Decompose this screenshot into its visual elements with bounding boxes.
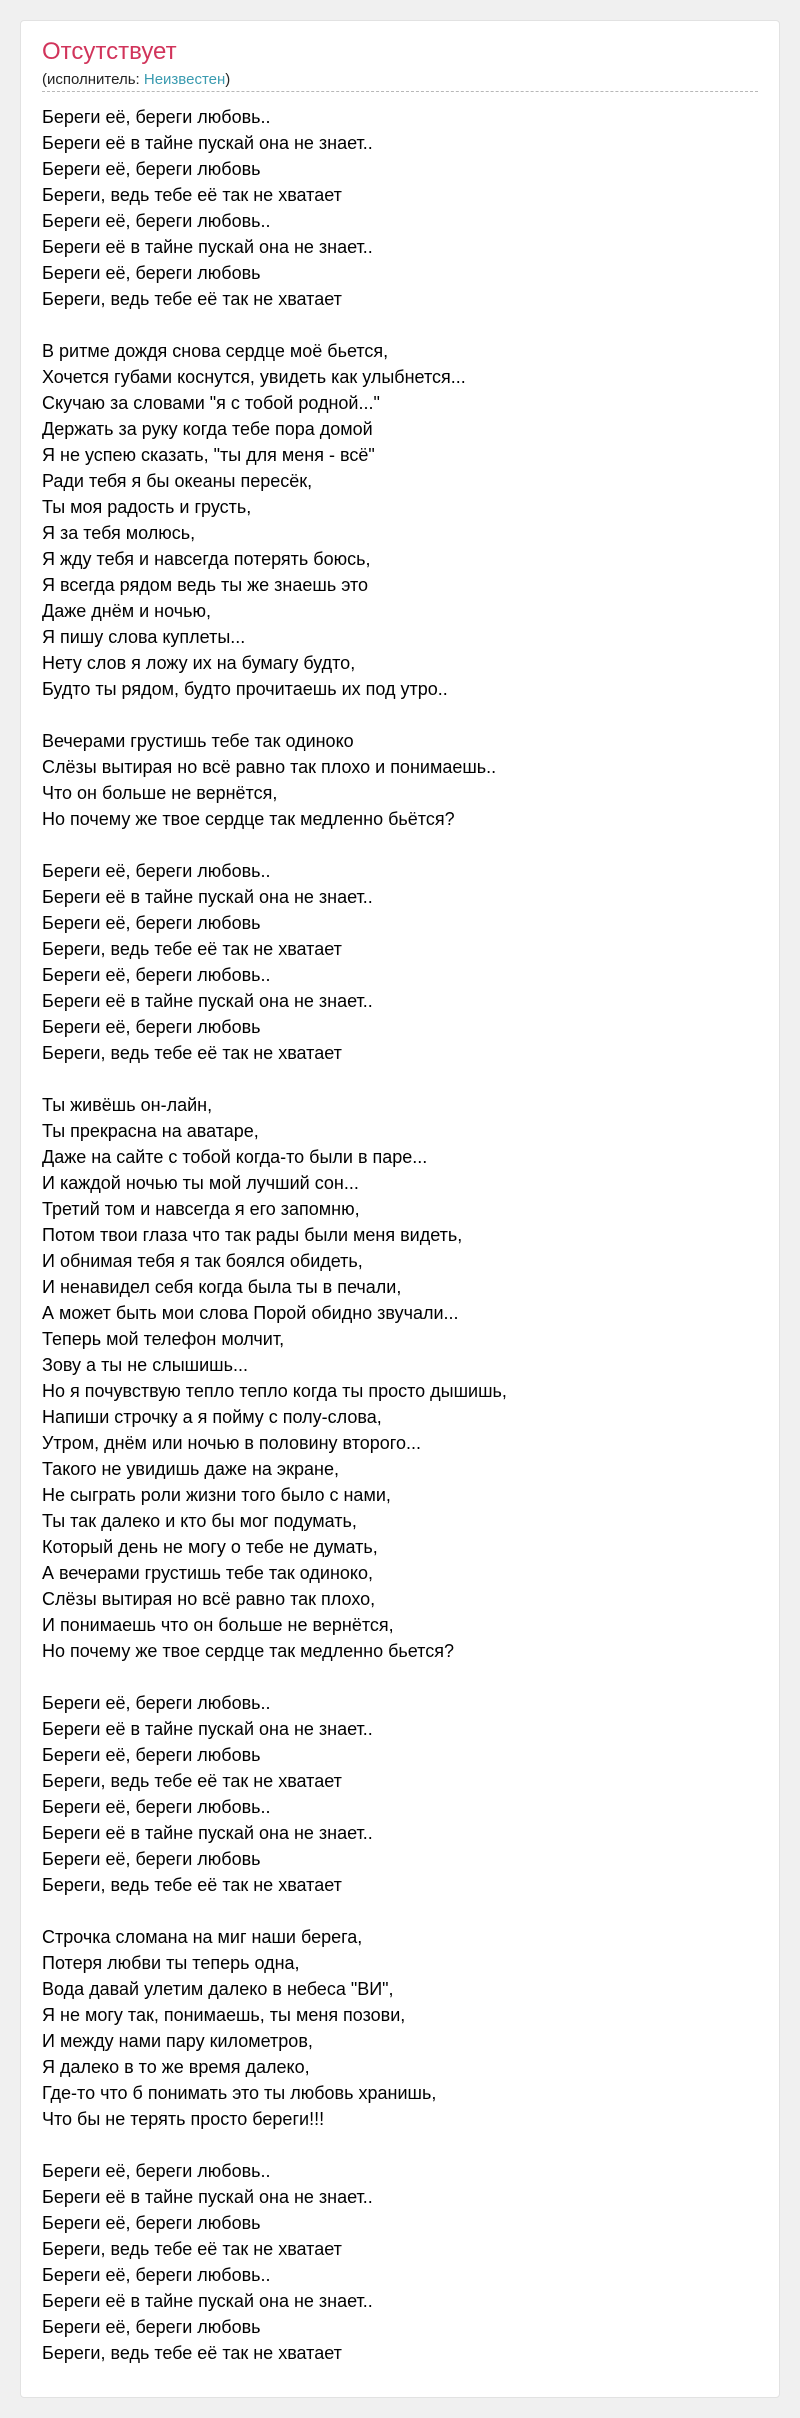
lyric-line: Скучаю за словами "я с тобой родной..." <box>42 393 380 413</box>
lyric-line: Береги её, береги любовь.. <box>42 1797 271 1817</box>
song-title: Отсутствует <box>42 38 177 65</box>
artist-suffix: ) <box>225 71 231 88</box>
lyric-line: Третий том и навсегда я его запомню, <box>42 1199 360 1219</box>
lyric-line: Я за тебя молюсь, <box>42 523 196 543</box>
lyric-line: И между нами пару километров, <box>42 2031 313 2051</box>
lyric-line: Даже на сайте с тобой когда-то были в паре... <box>42 1147 428 1167</box>
lyric-line: Зову а ты не слышишь... <box>42 1355 248 1375</box>
lyric-line: Строчка сломана на миг наши берега, <box>42 1927 363 1947</box>
lyrics-stanza <box>42 1924 758 2132</box>
lyric-line: Слёзы вытирая но всё равно так плохо, <box>42 1589 376 1609</box>
lyric-line: Потеря любви ты теперь одна, <box>42 1953 300 1973</box>
lyric-line: Утром, днём или ночью в половину второго... <box>42 1433 421 1453</box>
lyric-line: Береги её, береги любовь.. <box>42 211 271 231</box>
lyric-line: Береги её, береги любовь <box>42 263 261 283</box>
lyrics-stanza <box>42 1092 758 1664</box>
lyric-line: Береги её в тайне пускай она не знает.. <box>42 1719 373 1739</box>
lyrics-stanza <box>42 2158 758 2366</box>
lyric-line: Вода давай улетим далеко в небеса "ВИ", <box>42 1979 394 1999</box>
lyric-line: Береги её, береги любовь <box>42 913 261 933</box>
lyric-line: Что бы не терять просто береги!!! <box>42 2109 325 2129</box>
lyrics-stanza <box>42 858 758 1066</box>
lyric-line: Береги её, береги любовь.. <box>42 965 271 985</box>
lyric-line: Береги её в тайне пускай она не знает.. <box>42 133 373 153</box>
lyric-line: Что он больше не вернётся, <box>42 783 278 803</box>
lyric-line: Который день не могу о тебе не думать, <box>42 1537 378 1557</box>
lyrics-body <box>42 104 758 2392</box>
lyric-line: И каждой ночью ты мой лучший сон... <box>42 1173 359 1193</box>
lyric-line: Вечерами грустишь тебе так одиноко <box>42 731 354 751</box>
lyric-line: Береги её, береги любовь <box>42 1017 261 1037</box>
lyric-line: Напиши строчку а я пойму с полу-слова, <box>42 1407 382 1427</box>
lyric-line: Береги, ведь тебе её так не хватает <box>42 1771 342 1791</box>
lyric-line: В ритме дождя снова сердце моё бьется, <box>42 341 389 361</box>
lyric-line: Где-то что б понимать это ты любовь хранишь, <box>42 2083 437 2103</box>
lyric-line: Теперь мой телефон молчит, <box>42 1329 285 1349</box>
lyric-line: Береги, ведь тебе её так не хватает <box>42 2343 342 2363</box>
lyric-line: Даже днём и ночью, <box>42 601 211 621</box>
lyric-line: Береги её, береги любовь.. <box>42 1693 271 1713</box>
lyric-line: А может быть мои слова Порой обидно звучали... <box>42 1303 459 1323</box>
lyric-line: Береги, ведь тебе её так не хватает <box>42 185 342 205</box>
lyrics-card <box>20 20 780 2398</box>
lyric-line: Береги её в тайне пускай она не знает.. <box>42 2187 373 2207</box>
artist-line <box>42 71 230 89</box>
lyric-line: Я не успею сказать, "ты для меня - всё" <box>42 445 375 465</box>
lyrics-stanza <box>42 104 758 312</box>
lyric-line: Береги её в тайне пускай она не знает.. <box>42 2291 373 2311</box>
lyric-line: Ты живёшь он-лайн, <box>42 1095 213 1115</box>
artist-link[interactable]: Неизвестен <box>143 71 226 88</box>
lyric-line: Береги, ведь тебе её так не хватает <box>42 1043 342 1063</box>
lyric-line: И понимаешь что он больше не вернётся, <box>42 1615 394 1635</box>
lyric-line: Ты прекрасна на аватаре, <box>42 1121 259 1141</box>
lyric-line: Береги, ведь тебе её так не хватает <box>42 939 342 959</box>
lyric-line: Держать за руку когда тебе пора домой <box>42 419 373 439</box>
lyric-line: Хочется губами коснутся, увидеть как улыбнется... <box>42 367 466 387</box>
lyric-line: Ты так далеко и кто бы мог подумать, <box>42 1511 357 1531</box>
lyric-line: Береги, ведь тебе её так не хватает <box>42 2239 342 2259</box>
lyric-line: Береги её, береги любовь.. <box>42 2265 271 2285</box>
lyric-line: Я не могу так, понимаешь, ты меня позови, <box>42 2005 406 2025</box>
dashed-divider <box>42 91 758 92</box>
lyric-line: Береги, ведь тебе её так не хватает <box>42 289 342 309</box>
lyrics-stanza <box>42 338 758 702</box>
lyric-line: А вечерами грустишь тебе так одиноко, <box>42 1563 374 1583</box>
lyric-line: Береги её, береги любовь <box>42 1849 261 1869</box>
lyric-line: Слёзы вытирая но всё равно так плохо и понимаешь.. <box>42 757 497 777</box>
lyric-line: Будто ты рядом, будто прочитаешь их под утро.. <box>42 679 448 699</box>
lyric-line: Нету слов я ложу их на бумагу будто, <box>42 653 356 673</box>
lyric-line: Береги, ведь тебе её так не хватает <box>42 1875 342 1895</box>
lyric-line: Потом твои глаза что так рады были меня видеть, <box>42 1225 463 1245</box>
lyric-line: Я пишу слова куплеты... <box>42 627 246 647</box>
lyric-line: Не сыграть роли жизни того было с нами, <box>42 1485 391 1505</box>
lyric-line: Береги её, береги любовь <box>42 1745 261 1765</box>
lyric-line: Береги её в тайне пускай она не знает.. <box>42 991 373 1011</box>
lyric-line: Береги её в тайне пускай она не знает.. <box>42 1823 373 1843</box>
lyric-line: Ты моя радость и грусть, <box>42 497 252 517</box>
lyric-line: Береги её, береги любовь.. <box>42 861 271 881</box>
lyric-line: Береги её, береги любовь.. <box>42 107 271 127</box>
lyric-line: Береги её, береги любовь.. <box>42 2161 271 2181</box>
lyric-line: Береги её, береги любовь <box>42 2213 261 2233</box>
lyric-line: Я жду тебя и навсегда потерять боюсь, <box>42 549 371 569</box>
lyric-line: Но почему же твое сердце так медленно бьётся? <box>42 809 455 829</box>
lyric-line: Такого не увидишь даже на экране, <box>42 1459 339 1479</box>
lyrics-stanza <box>42 728 758 832</box>
lyric-line: Береги её в тайне пускай она не знает.. <box>42 237 373 257</box>
artist-prefix: (исполнитель: <box>42 71 144 88</box>
lyric-line: Ради тебя я бы океаны пересёк, <box>42 471 313 491</box>
lyrics-stanza <box>42 1690 758 1898</box>
lyric-line: Но я почувствую тепло тепло когда ты просто дышишь, <box>42 1381 507 1401</box>
lyric-line: Я далеко в то же время далеко, <box>42 2057 310 2077</box>
lyric-line: Но почему же твое сердце так медленно бьется? <box>42 1641 454 1661</box>
lyric-line: Береги её, береги любовь <box>42 159 261 179</box>
lyric-line: И обнимая тебя я так боялся обидеть, <box>42 1251 363 1271</box>
lyric-line: Береги её, береги любовь <box>42 2317 261 2337</box>
lyric-line: И ненавидел себя когда была ты в печали, <box>42 1277 402 1297</box>
lyric-line: Береги её в тайне пускай она не знает.. <box>42 887 373 907</box>
lyric-line: Я всегда рядом ведь ты же знаешь это <box>42 575 369 595</box>
